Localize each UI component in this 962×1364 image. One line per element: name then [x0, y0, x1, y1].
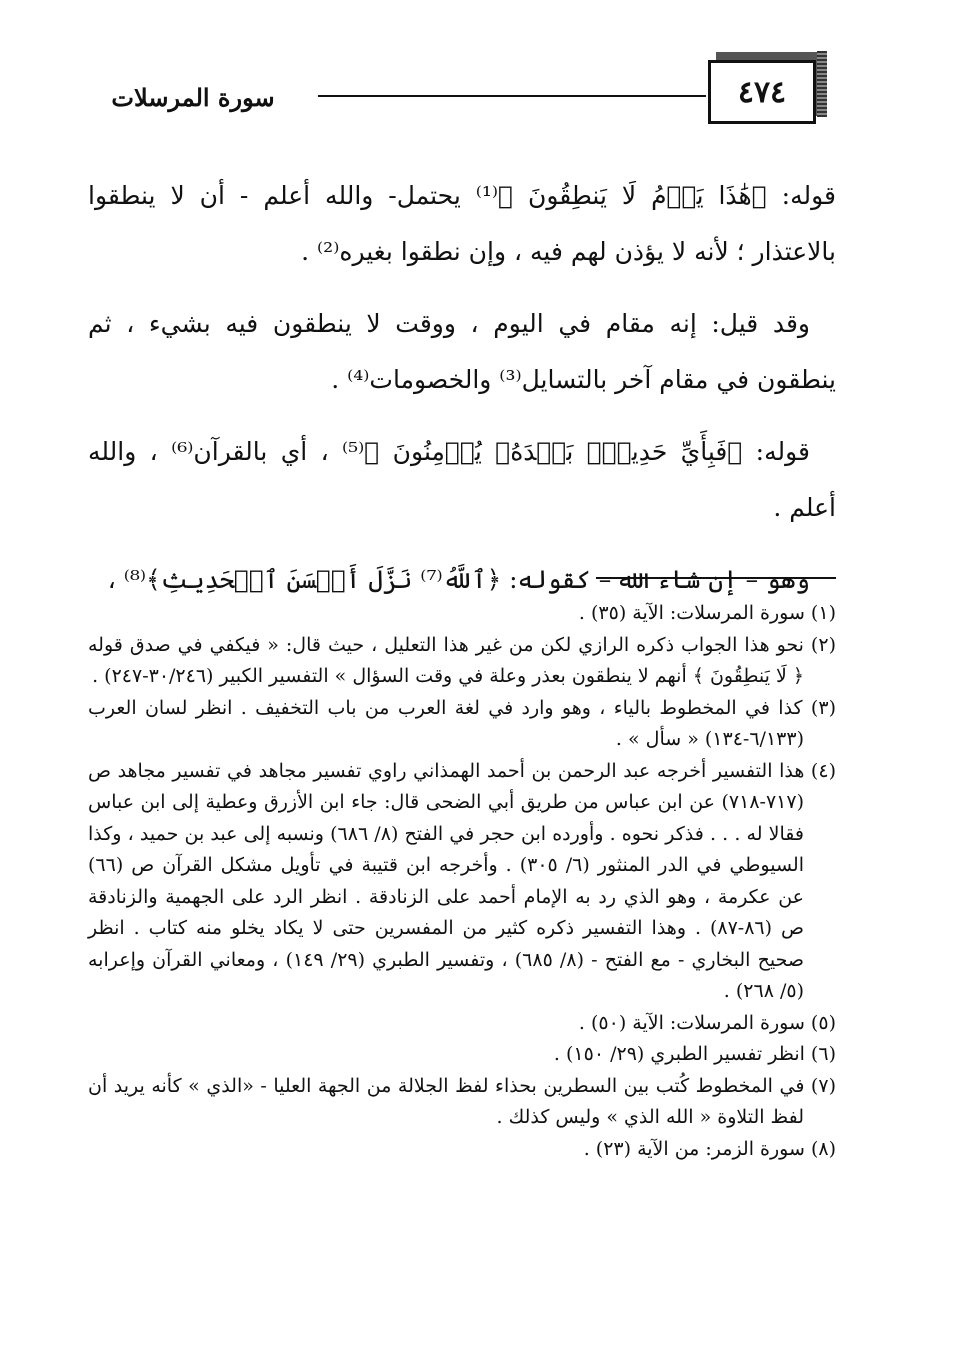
footnote-separator	[596, 577, 836, 579]
footnotes	[88, 598, 836, 1165]
footnote: (١) سورة المرسلات: الآية (٣٥) .	[578, 602, 836, 624]
footnote: (٥) سورة المرسلات: الآية (٥٠) .	[578, 1011, 836, 1034]
paragraph: وهو – إن شاء الله – كقوله: ﴿ٱللَّهُ⁽⁷⁾ نَزَّلَ أَحۡسَنَ ٱلۡحَدِيثِ﴾⁽⁸⁾ ،	[107, 565, 810, 594]
footnote: (٧) في المخطوط كُتب بين السطرين بحذاء لفظ الجلالة من الجهة العليا - «الذي » كأنه يريد أن لفظ التلاوة « الله الذي » وليس كذلك .	[88, 1074, 836, 1128]
page-number-text: ٤٧٤	[737, 74, 787, 110]
running-header-title: سورة المرسلات	[111, 83, 275, 112]
footnote: (٤) هذا التفسير أخرجه عبد الرحمن بن أحمد الهمذاني راوي تفسير مجاهد في تفسير مجاهد ص (٧١٧-٧١٨) عن ابن عباس من طريق أبي الضحى قال: جاء ابن الأزرق وعطية إلى ابن عباس فقالا له . . . فذكر نحوه . وأورده ابن حجر في الفتح (٨/ ٦٨٦) ونسبه إلى عبد بن حميد ، وكذا السيوطي في الدر المنثور (٦/ ٣٠٥) . وأخرجه ابن قتيبة في تأويل مشكل القرآن ص (٦٦) عن عكرمة ، وهو الذي رد به الإمام أحمد على الزنادقة . انظر الرد على الجهمية والزنادقة ص (٨٦-٨٧) . وهذا التفسير ذكره كثير من المفسرين حتى لا يكاد يخلو منه كتاب . انظر صحيح البخاري - مع الفتح - (٨/ ٦٨٥) ، وتفسير الطبري (٢٩/ ١٤٩) ، ومعاني القرآن وإعرابه (٥/ ٢٦٨) .	[88, 759, 836, 1002]
footnote: (٣) كذا في المخطوط بالياء ، وهو وارد في لغة العرب من باب التخفيف . انظر لسان العرب (٦/١٣٣-١٣٤) « سأل » .	[88, 696, 836, 750]
footnote: (٢) نحو هذا الجواب ذكره الرازي لكن من غير هذا التعليل ، حيث قال: « فيكفي في صدق قوله ﴿ لَا يَنطِقُونَ ﴾ أنهم لا ينطقون بعذر وعلة في وقت السؤال » التفسير الكبير (٣٠/٢٤٦-٢٤٧) .	[88, 633, 836, 687]
page-number	[708, 60, 816, 124]
footnote: (٨) سورة الزمر: من الآية (٢٣) .	[583, 1137, 836, 1160]
paragraph: وقد قيل: إنه مقام في اليوم ، ووقت لا ينطقون فيه بشيء ، ثم ينطقون في مقام آخر بالتسايل⁽³⁾ والخصومات⁽⁴⁾ .	[88, 309, 836, 394]
paragraph: قوله: ﴿فَبِأَيِّ حَدِيثِۭ بَعۡدَهُۥ يُؤۡمِنُونَ ﴾⁽⁵⁾ ، أي بالقرآن⁽⁶⁾ ، والله أعلم .	[88, 437, 836, 522]
footnote: (٦) انظر تفسير الطبري (٢٩/ ١٥٠) .	[553, 1043, 836, 1065]
paragraph: قوله: ﴿هَٰذَا يَوۡمُ لَا يَنطِقُونَ ﴾⁽¹⁾ يحتمل- والله أعلم - أن لا ينطقوا بالاعتذار ؛ لأنه لا يؤذن لهم فيه ، وإن نطقوا بغيره⁽²⁾ .	[88, 181, 836, 266]
header-rule	[318, 95, 706, 97]
main-text	[88, 168, 836, 624]
